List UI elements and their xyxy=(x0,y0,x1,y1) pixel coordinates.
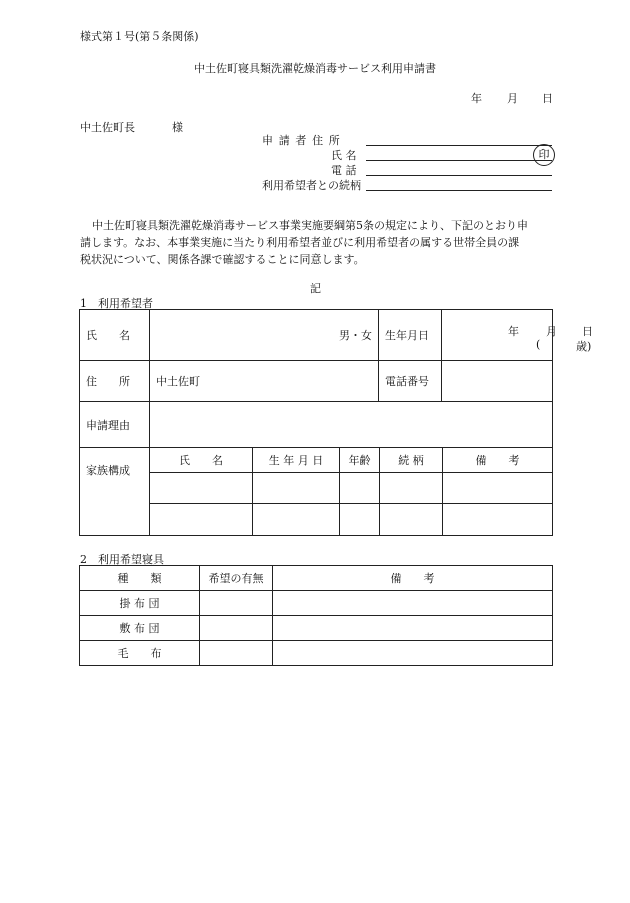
family-row-2-birth[interactable] xyxy=(253,504,340,536)
bedding-shikibuton-notes[interactable] xyxy=(273,616,553,641)
phone-field[interactable] xyxy=(442,361,553,402)
date-month: 月 xyxy=(507,92,518,105)
applicant-address-label: 申 請 者 住 所 xyxy=(262,134,341,147)
address-field[interactable] xyxy=(150,361,379,402)
applicant-relation-field[interactable] xyxy=(366,190,552,191)
name-label: 氏 名 xyxy=(80,310,150,361)
bedding-item-shikibuton: 敷 布 団 xyxy=(80,616,200,641)
page-title: 中土佐町寝具類洗濯乾燥消毒サービス利用申請書 xyxy=(194,62,436,75)
bedding-shikibuton-desire[interactable] xyxy=(200,616,273,641)
family-row-2-notes[interactable] xyxy=(443,504,553,536)
family-row-1-name[interactable] xyxy=(150,473,253,504)
body-text-line-2: 請します。なお、本事業実施に当たり利用希望者並びに利用希望者の属する世帯全員の課 xyxy=(80,236,520,249)
applicant-relation-label: 利用希望者との続柄 xyxy=(262,179,361,192)
address-value: 中土佐町 xyxy=(156,375,200,388)
applicant-address-field[interactable] xyxy=(366,145,552,146)
bedding-header-notes: 備 考 xyxy=(273,566,553,591)
bedding-item-kakebuton: 掛 布 団 xyxy=(80,591,200,616)
ki-heading: 記 xyxy=(310,282,321,295)
reason-field[interactable] xyxy=(150,402,553,448)
applicant-name-field[interactable] xyxy=(366,160,552,161)
bedding-item-moufu: 毛 布 xyxy=(80,641,200,666)
bedding-header-desire: 希望の有無 xyxy=(200,566,273,591)
bedding-kakebuton-notes[interactable] xyxy=(273,591,553,616)
bedding-kakebuton-desire[interactable] xyxy=(200,591,273,616)
addressee-name: 中土佐町長 xyxy=(80,121,135,134)
family-row-1-relation[interactable] xyxy=(380,473,443,504)
birth-day: 日 xyxy=(582,325,594,338)
family-row-1-age[interactable] xyxy=(340,473,380,504)
age-open: ( xyxy=(536,338,541,351)
reason-label: 申請理由 xyxy=(80,402,150,448)
family-table xyxy=(79,447,553,536)
body-text-line-3: 税状況について、関係各課で確認することに同意します。 xyxy=(80,253,365,266)
age-close: 歳) xyxy=(576,340,592,353)
addressee-honorific: 様 xyxy=(172,121,183,134)
body-text-line-1: 中土佐町寝具類洗濯乾燥消毒サービス事業実施要綱第5条の規定により、下記のとおり申 xyxy=(92,219,528,232)
family-row-1-birth[interactable] xyxy=(253,473,340,504)
birth-field[interactable] xyxy=(442,310,594,361)
bedding-moufu-desire[interactable] xyxy=(200,641,273,666)
seal-mark: 印 xyxy=(533,144,555,166)
form-number: 様式第１号(第５条関係) xyxy=(80,30,199,43)
family-row-1-notes[interactable] xyxy=(443,473,553,504)
family-header-birth: 生 年 月 日 xyxy=(253,448,340,473)
family-header-notes: 備 考 xyxy=(443,448,553,473)
applicant-name-label: 氏 名 xyxy=(331,149,357,162)
address-label: 住 所 xyxy=(80,361,150,402)
phone-label: 電話番号 xyxy=(379,361,442,402)
gender-options[interactable]: 男・女 xyxy=(339,329,373,342)
date-day: 日 xyxy=(542,92,553,105)
birth-month: 月 xyxy=(546,325,558,338)
birth-label: 生年月日 xyxy=(379,310,442,361)
applicant-phone-label: 電 話 xyxy=(331,164,357,177)
bedding-moufu-notes[interactable] xyxy=(273,641,553,666)
family-header-age: 年齢 xyxy=(340,448,380,473)
family-row-2-age[interactable] xyxy=(340,504,380,536)
family-label: 家族構成 xyxy=(80,448,150,536)
birth-year: 年 xyxy=(508,325,520,338)
date-year: 年 xyxy=(471,92,482,105)
bedding-header-type: 種 類 xyxy=(80,566,200,591)
section1-heading: 1 利用希望者 xyxy=(80,297,153,310)
family-row-2-relation[interactable] xyxy=(380,504,443,536)
section2-heading: 2 利用希望寝具 xyxy=(80,553,164,566)
name-field[interactable] xyxy=(150,310,379,361)
family-header-name: 氏 名 xyxy=(150,448,253,473)
family-header-relation: 続 柄 xyxy=(380,448,443,473)
family-row-2-name[interactable] xyxy=(150,504,253,536)
bedding-table xyxy=(79,565,553,666)
applicant-phone-field[interactable] xyxy=(366,175,552,176)
applicant-table xyxy=(79,309,594,448)
